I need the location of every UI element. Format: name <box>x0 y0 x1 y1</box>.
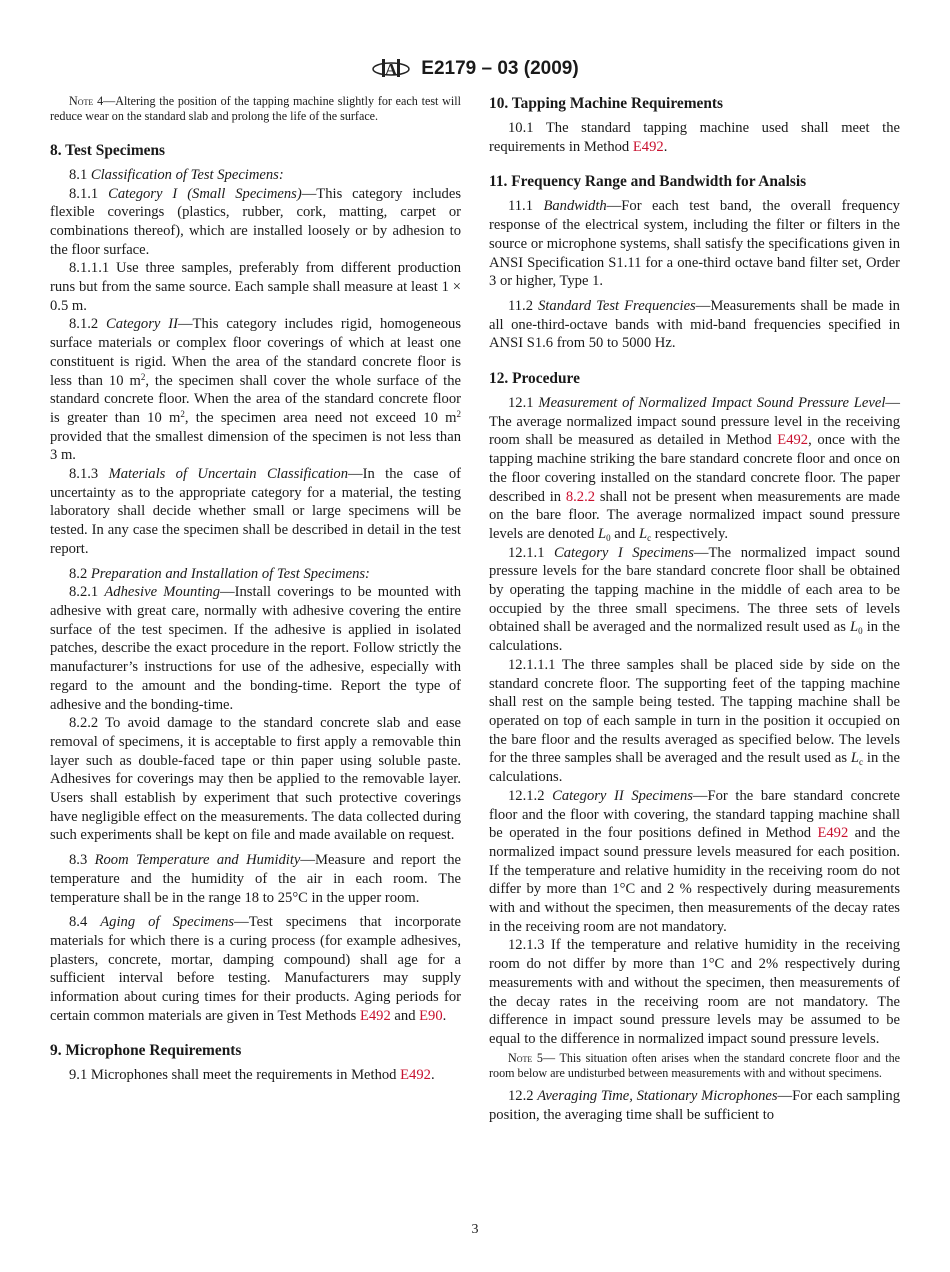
section-heading <box>50 1041 461 1060</box>
text-run: 12.2 <box>508 1088 538 1105</box>
section-heading <box>50 141 461 160</box>
page-number: 3 <box>471 1222 479 1237</box>
text-run: —For the bare standard concrete floor and the floor with covering, the standard tapping machine shall be operated in the four positions defined in Method <box>489 787 900 842</box>
text-run: 10.1 The standard tapping machine used shall meet the requirements in Method <box>489 120 900 155</box>
paragraph <box>489 394 900 544</box>
text-run: 8.3 <box>69 852 95 869</box>
paragraph <box>489 297 900 353</box>
text-run: —For each sampling position, the averaging time shall be sufficient to <box>489 1088 901 1124</box>
text-run: , the specimen shall cover the whole surface of the standard concrete floor. When the area of the standard concrete floor is greater than 10 m <box>50 372 461 426</box>
italic-term: Aging of Specimens <box>100 914 235 931</box>
text-run: 5— This situation often arises when the standard concrete floor and the room below are undisturbed between measurements with and without specimens. <box>489 1050 900 1081</box>
italic-term: Category II <box>106 316 178 333</box>
paragraph <box>489 544 900 656</box>
text-run: 11.1 <box>508 198 544 215</box>
paragraph <box>489 1087 900 1124</box>
note-label: Note <box>69 94 94 108</box>
paragraph <box>489 656 900 787</box>
paragraph <box>489 787 900 937</box>
italic-term: Room Temperature and Humidity <box>94 852 301 869</box>
text-run: provided that the smallest dimension of the specimen is not less than 3 m. <box>50 428 461 464</box>
text-run: in the calculations. <box>489 619 900 655</box>
text-run: in the calculations. <box>489 750 900 786</box>
italic-term: Averaging Time, Stationary Microphones <box>537 1088 778 1105</box>
italic-term: Category I Specimens <box>554 544 694 561</box>
svg-text:A: A <box>385 60 398 79</box>
paragraph <box>50 465 461 559</box>
text-run: and <box>610 525 639 542</box>
paragraph <box>50 913 461 1025</box>
text-run: and <box>390 1007 420 1024</box>
paragraph <box>489 119 900 156</box>
text-run: 8.1.3 <box>69 466 109 483</box>
text-run: 8. Test Specimens <box>50 141 166 159</box>
italic-term: Category II Specimens <box>552 787 693 804</box>
paragraph <box>50 565 461 584</box>
italic-term: Preparation and Installation of Test Specimens: <box>90 565 370 582</box>
text-run: 8.4 <box>69 914 101 931</box>
text-run: 4—Altering the position of the tapping machine slightly for each test will reduce wear on the standard slab and prolong the life of the surface. <box>50 94 461 124</box>
text-run: 9.1 Microphones shall meet the requirements in Method <box>69 1067 401 1084</box>
text-run: 8.2.1 <box>69 584 105 601</box>
text-run: —This category includes flexible coverings (plastics, rubber, cork, matting, carpet or combinations thereof), which are installed loosely or by adhesion to the floor surface. <box>50 185 461 258</box>
note-label: Note <box>508 1050 533 1065</box>
reference-link[interactable]: E492 <box>817 825 849 842</box>
text-run: 8.1.1.1 Use three samples, preferably from different production runs but from the same source. Each sample shall measure at least 1 × 0.5 m. <box>50 260 461 314</box>
text-run: 12. Procedure <box>489 370 580 388</box>
paragraph <box>50 185 461 260</box>
section-heading <box>489 369 900 388</box>
paragraph <box>50 1066 461 1085</box>
text-run: 11.2 <box>508 297 539 314</box>
text-run: 9. Microphone Requirements <box>50 1042 242 1060</box>
text-run: 12.1 <box>508 395 539 412</box>
text-run: —The normalized impact sound pressure levels for the bare standard concrete floor shall be obtained by operating the tapping machine in the middle of each area to be occupied by the three small specimens. The three sets of levels obtained shall be averaged and the normalized result used as <box>489 544 900 636</box>
italic-term: Measurement of Normalized Impact Sound Pressure Level <box>538 395 886 412</box>
reference-link[interactable]: E492 <box>632 138 664 155</box>
subscript: 0 <box>858 626 863 637</box>
document-designation: E2179 – 03 (2009) <box>421 58 579 79</box>
paragraph <box>50 315 461 465</box>
text-run: 8.1 <box>69 166 91 183</box>
italic-term: L <box>850 619 859 636</box>
subscript: c <box>647 532 652 543</box>
text-run: 12.1.1.1 The three samples shall be placed side by side on the standard concrete floor. The supporting feet of the tapping machine shall rest on the sample being tested. The tapping machine shall be operated on top of each sample in turn in the position it occupied on the bare floor and the results averaged as specified below. The levels for the three samples shall be averaged and the result used as <box>489 656 900 767</box>
paragraph <box>50 166 461 185</box>
italic-term: Category I (Small Specimens) <box>108 185 302 202</box>
text-run: and the normalized impact sound pressure levels measured for each position. If the temperature and relative humidity in the receiving room do not differ by more than 1°C and 2 % respectively during measurements with and without the specimen, then measurements of the decay rates in the receiving room are not mandatory. <box>489 825 900 935</box>
note <box>489 1051 900 1082</box>
paragraph <box>50 583 461 714</box>
subscript: c <box>859 757 864 768</box>
italic-term: Materials of Uncertain Classification <box>108 466 349 483</box>
reference-link[interactable]: E492 <box>777 432 809 449</box>
section-heading <box>489 172 900 191</box>
text-run: . <box>663 138 668 155</box>
text-run: 8.2.2 To avoid damage to the standard concrete slab and ease removal of specimens, it is acceptable to first apply a removable thin layer such as double-faced tape or thin paper using soluble paste. Adhesives for coverings may then be applied to the removable layer. Users shall establish by experiment that such protective coverings have negligible effect on the measurements. The data collected during such experiments shall be kept on file and made available on request. <box>50 715 461 844</box>
reference-link[interactable]: E492 <box>359 1007 391 1024</box>
text-run: 12.1.2 <box>508 787 553 804</box>
text-run: —The average normalized impact sound pressure level in the receiving room shall be measured as detailed in Method <box>489 395 901 449</box>
text-run: 8.1.1 <box>69 185 109 202</box>
reference-link[interactable]: E492 <box>400 1067 431 1084</box>
paragraph <box>489 936 900 1048</box>
reference-link[interactable]: 8.2.2 <box>565 488 596 505</box>
text-run: —This category includes rigid, homogeneous surface materials or complex floor coverings of which at least one constituent is rigid. When the area of the standard concrete floor is less than 10 m <box>50 316 462 389</box>
text-run: —For each test band, the overall frequency response of the electrical system, including the filter or filters in the source or microphone systems, shall satisfy the specifications given in ANSI Specification S1.11 for a one-third octave band filter set, Order 3 or higher, Type 1. <box>489 198 900 290</box>
text-run: . <box>430 1067 435 1084</box>
text-run: —Test specimens that incorporate materials for which there is a curing process (for example adhesives, plasters, concrete, mortar, damping compound) shall age for a sufficient interval before testing. Manufacturers may supply information about curing times for their products. Aging periods for certain common materials are given in Test Methods <box>50 914 461 1024</box>
text-run: —In the case of uncertainty as to the appropriate category for a material, the testing laboratory shall decide whether small or large specimens will be tested. In any case the specimen shall be described in detail in the test report. <box>50 466 461 557</box>
left-column <box>50 94 461 1085</box>
italic-term: Bandwidth <box>543 198 607 215</box>
superscript: 2 <box>140 371 146 382</box>
note <box>50 94 461 125</box>
text-run: shall not be present when measurements are made on the bare floor. The average normalized impact sound pressure levels are denoted <box>489 488 900 542</box>
text-run: 10. Tapping Machine Requirements <box>489 95 724 112</box>
paragraph <box>50 851 461 907</box>
italic-term: L <box>850 750 860 767</box>
text-run: —Measurements shall be made in all one-third-octave bands with mid-band frequencies specified in ANSI S1.6 from 50 to 5000 Hz. <box>489 297 900 352</box>
text-run: 8.2 <box>69 565 91 582</box>
astm-logo-icon <box>371 56 411 82</box>
text-run: 11. Frequency Range and Bandwidth for Analsis <box>489 173 807 191</box>
text-run: —Install coverings to be mounted with adhesive with great care, normally with adhesive covering the entire surface of the test specimen. If the adhesive is applied in isolated patches, describe the exact procedure in the report. Follow strictly the manufacturer’s instructions for use of the adhesive, especially with regard to the amount and the bonding-time. Report the type of adhesive and the bonding-time. <box>50 584 461 713</box>
superscript: 2 <box>180 408 185 419</box>
italic-term: Classification of Test Specimens: <box>90 166 284 183</box>
italic-term: Standard Test Frequencies <box>538 297 696 314</box>
text-run: , once with the tapping machine striking the bare standard concrete floor and once on the floor covering installed on the standard concrete floor. The paper described in <box>489 432 901 505</box>
reference-link[interactable]: E90 <box>419 1007 443 1024</box>
text-run: . <box>442 1007 447 1024</box>
italic-term: Adhesive Mounting <box>104 584 221 601</box>
page-header <box>0 56 950 82</box>
text-run: 12.1.1 <box>508 544 555 561</box>
subscript: 0 <box>606 532 611 543</box>
paragraph <box>489 197 900 291</box>
text-run: —Measure and report the temperature and the humidity of the air in each room. The temperature shall be in the range 18 to 25°C in the upper room. <box>50 852 462 906</box>
italic-term: L <box>598 525 607 542</box>
superscript: 2 <box>456 408 462 419</box>
paragraph <box>50 714 461 845</box>
text-run: 8.1.2 <box>69 316 107 333</box>
italic-term: L <box>639 525 648 542</box>
paragraph <box>50 259 461 315</box>
section-heading <box>489 94 900 113</box>
text-run: 12.1.3 If the temperature and relative humidity in the receiving room do not differ by more than 1°C and 2% respectively during measurements with and without the specimen, then measurements of the decay rates in the receiving room are not mandatory. The difference in impact sound pressure levels may be assumed to be equal to the difference in normalized impact sound pressure levels. <box>489 937 900 1047</box>
right-column <box>489 94 900 1125</box>
text-run: respectively. <box>651 525 728 542</box>
text-run: , the specimen area need not exceed 10 m <box>184 409 457 426</box>
